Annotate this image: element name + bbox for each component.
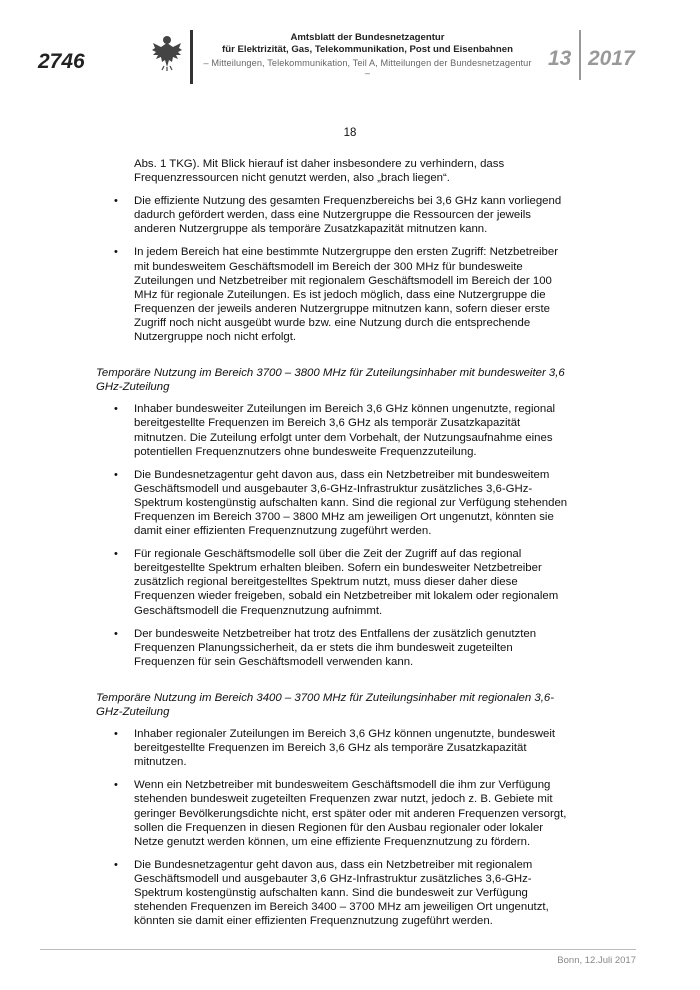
bullet-icon: • [114, 548, 118, 561]
bullet-icon: • [114, 627, 118, 640]
list-item [96, 627, 574, 669]
list-item-text: Für regionale Geschäftsmodelle soll über die Zeit der Zugriff auf das regional bereitgestellte Spektrum erhalten bleiben. Sofern ein bundesweiter Netzbetreiber zusätzlich regional bereitgestelltes Spektrum nutzt, muss dieser daher diese Frequenzen wieder freigeben, sobald ein Netzbetreiber mit lokalem oder regionalem Geschäftsmodell die Frequenznutzung aufnimmt. [134, 548, 559, 617]
list-item-text: Inhaber regionaler Zuteilungen im Bereich 3,6 GHz können ungenutzte, bundesweit bereitgestellte Frequenzen im Bereich 3,6 GHz als temporäre Zusatzkapazität mitnutzen. [134, 728, 556, 769]
bullet-icon: • [114, 858, 118, 871]
continuation-paragraph: Abs. 1 TKG). Mit Blick hierauf ist daher insbesondere zu verhindern, dass Frequenzressourcen nicht genutzt werden, also „brach liegen“. [134, 158, 505, 185]
list-item [96, 245, 574, 344]
issue-year: 2017 [588, 47, 635, 70]
document-page-number: 18 [343, 127, 357, 139]
list-item [96, 727, 574, 769]
list-item-text: Die Bundesnetzagentur geht davon aus, dass ein Netzbetreiber mit regionalem Geschäftsmodell und ausgebauter 3,6 GHz-Infrastruktur zusätzliches 3,6-GHz-Spektrum kostengünstig aufschalten kann. Sind die bundesweit zur Verfügung stehenden Frequenzen im Bereich 3400 – 3700 MHz am jeweiligen Ort ungenutzt, könnten sie damit einer effizienten Frequenznutzung zugeführt werden. [134, 858, 549, 928]
section-heading: Temporäre Nutzung im Bereich 3400 – 3700 MHz für Zuteilungsinhaber mit regionalen 3,6-GHz-Zuteilung [96, 691, 554, 718]
list-item-text: Die Bundesnetzagentur geht davon aus, dass ein Netzbetreiber mit bundesweitem Geschäftsmodell und ausgebauter 3,6-GHz-Infrastruktur zusätzliches 3,6-GHz-Spektrum kostengünstig aufschalten kann. Sind die regional zur Verfügung stehenden Frequenzen im Bereich 3700 – 3800 MHz am jeweiligen Ort ungenutzt, könnten sie damit einer effizienten Frequenznutzung zugeführt werden. [134, 468, 568, 538]
list-item [96, 858, 574, 928]
issue-divider [579, 30, 581, 80]
list-item-text: Der bundesweite Netzbetreiber hat trotz des Entfallens der zusätzlich genutzten Frequenzen Planungssicherheit, da er stets die ihm bundesweit zugeteilten Frequenzen für sein Geschäftsmodell verwenden kann. [134, 627, 537, 668]
publication-title-line1: Amtsblatt der Bundesnetzagentur [290, 32, 445, 43]
document-body [96, 157, 574, 937]
publication-subtitle: – Mitteilungen, Telekommunikation, Teil A, Mitteilungen der Bundesnetzagentur – [203, 58, 532, 78]
section2-bullet-list [96, 727, 574, 928]
publication-title [200, 32, 535, 56]
intro-bullet-list [96, 194, 574, 344]
list-item [96, 402, 574, 458]
bullet-icon: • [114, 468, 118, 481]
bullet-icon: • [114, 246, 118, 259]
list-item-text: In jedem Bereich hat eine bestimmte Nutzergruppe den ersten Zugriff: Netzbetreiber mit bundesweitem Geschäftsmodell im Bereich der 300 MHz für bundesweite Zuteilungen und Netzbetreiber mit regionalem Geschäftsmodell im Bereich der 100 MHz für regionale Zuteilungen. Es ist jedoch möglich, dass eine Nutzergruppe die Frequenzen der jeweils anderen Nutzergruppe mitnutzen kann, sofern dieser erste Zugriff noch nicht ausgeübt wurde bzw. eine Nutzung durch die entsprechende Nutzergruppe noch nicht erfolgt. [134, 246, 558, 344]
page-number: 2746 [38, 50, 85, 73]
list-item [96, 778, 574, 848]
header-divider [190, 30, 193, 84]
page-header [0, 0, 700, 100]
section1-bullet-list [96, 402, 574, 669]
bullet-icon: • [114, 403, 118, 416]
list-item-text: Wenn ein Netzbetreiber mit bundesweitem Geschäftsmodell die ihm zur Verfügung stehenden bundesweit zugeteilten Frequenzen zwar nutzt, jedoch z. B. Gebiete mit geringer Bevölkerungsdichte nicht, erst später oder mit anderen Frequenzen versorgt, sollen die Frequenzen in diesen Regionen für den Ausbau regionaler oder lokaler Netze genutzt werden können, um eine effiziente Frequenznutzung zu fördern. [134, 779, 567, 848]
list-item [96, 194, 574, 236]
list-item [96, 468, 574, 538]
list-item [96, 547, 574, 617]
list-item-text: Inhaber bundesweiter Zuteilungen im Bereich 3,6 GHz können ungenutzte, regional bereitgestellte Frequenzen im Bereich 3,6 GHz als temporär Zusatzkapazität mitnutzen. Die Zuteilung erfolgt unter dem Vorbehalt, der Nutzungsaufnahme eines potentiellen Frequenznutzers ohne bundesweite Frequenzzuteilung. [134, 403, 556, 458]
section-heading: Temporäre Nutzung im Bereich 3700 – 3800 MHz für Zuteilungsinhaber mit bundesweiter 3,6 GHz-Zuteilung [96, 367, 565, 394]
publication-title-line2: für Elektrizität, Gas, Telekommunikation, Post und Eisenbahnen [222, 44, 513, 55]
bullet-icon: • [114, 728, 118, 741]
footer-place-date: Bonn, 12.Juli 2017 [557, 955, 636, 966]
bullet-icon: • [114, 779, 118, 792]
list-item-text: Die effiziente Nutzung des gesamten Frequenzbereichs bei 3,6 GHz kann vorliegend dadurch gefördert werden, dass eine Nutzergruppe die Ressourcen der jeweils anderen Nutzergruppe als temporäre Zusatzkapazität mitnutzen kann. [134, 195, 562, 236]
federal-eagle-icon [150, 33, 184, 71]
issue-number: 13 [548, 47, 572, 70]
footer-divider [40, 949, 636, 950]
bullet-icon: • [114, 195, 118, 208]
